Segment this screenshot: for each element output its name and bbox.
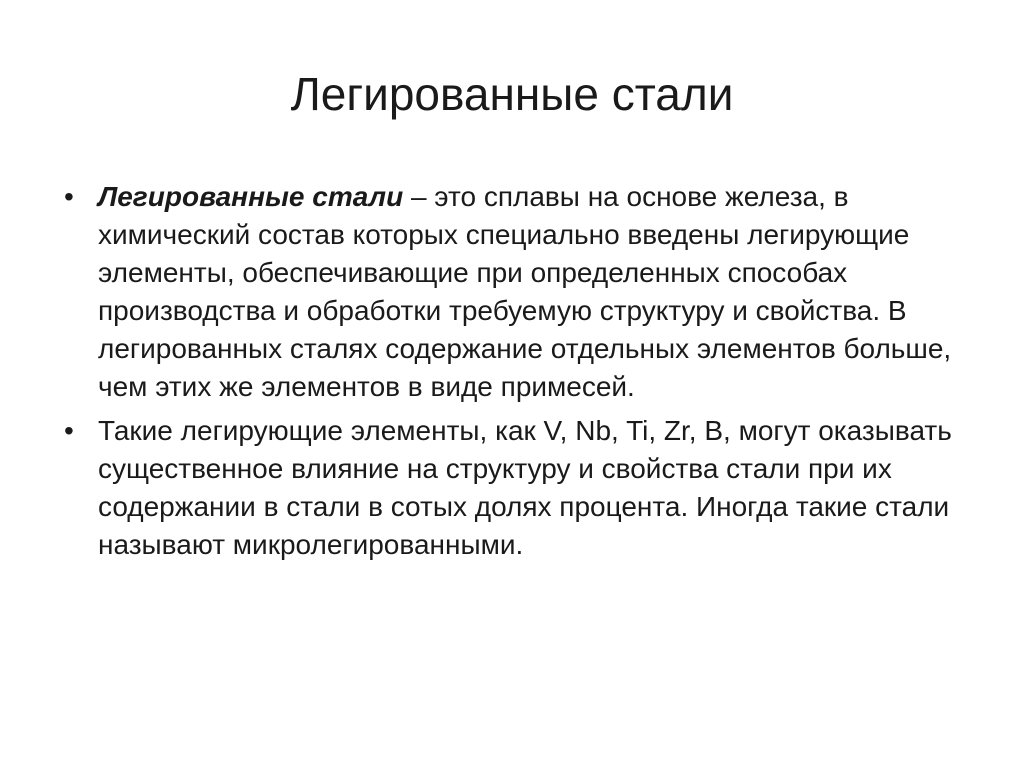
bullet-item-microalloyed (60, 412, 960, 564)
bullet-dot-icon: • (64, 181, 74, 212)
bullet-list (60, 178, 960, 570)
bullet-text: Такие легирующие элементы, как V, Nb, Ti, Zr, B, могут оказывать существенное влияние на структуру и свойства стали при их содержании в стали в сотых долях процента. Иногда такие стали называют микролегированными. (98, 415, 952, 560)
bullet-term: Легированные стали (98, 181, 404, 212)
bullet-text: – это сплавы на основе железа, в химический состав которых специально введены легирующие элементы, обеспечивающие при определенных способах производства и обработки требуемую структуру и свойства. В легированных сталях содержание отдельных элементов больше, чем этих же элементов в виде примесей. (98, 181, 952, 402)
bullet-dot-icon: • (64, 415, 74, 446)
slide-title: Легированные стали (290, 68, 734, 120)
bullet-item-definition (60, 178, 960, 406)
